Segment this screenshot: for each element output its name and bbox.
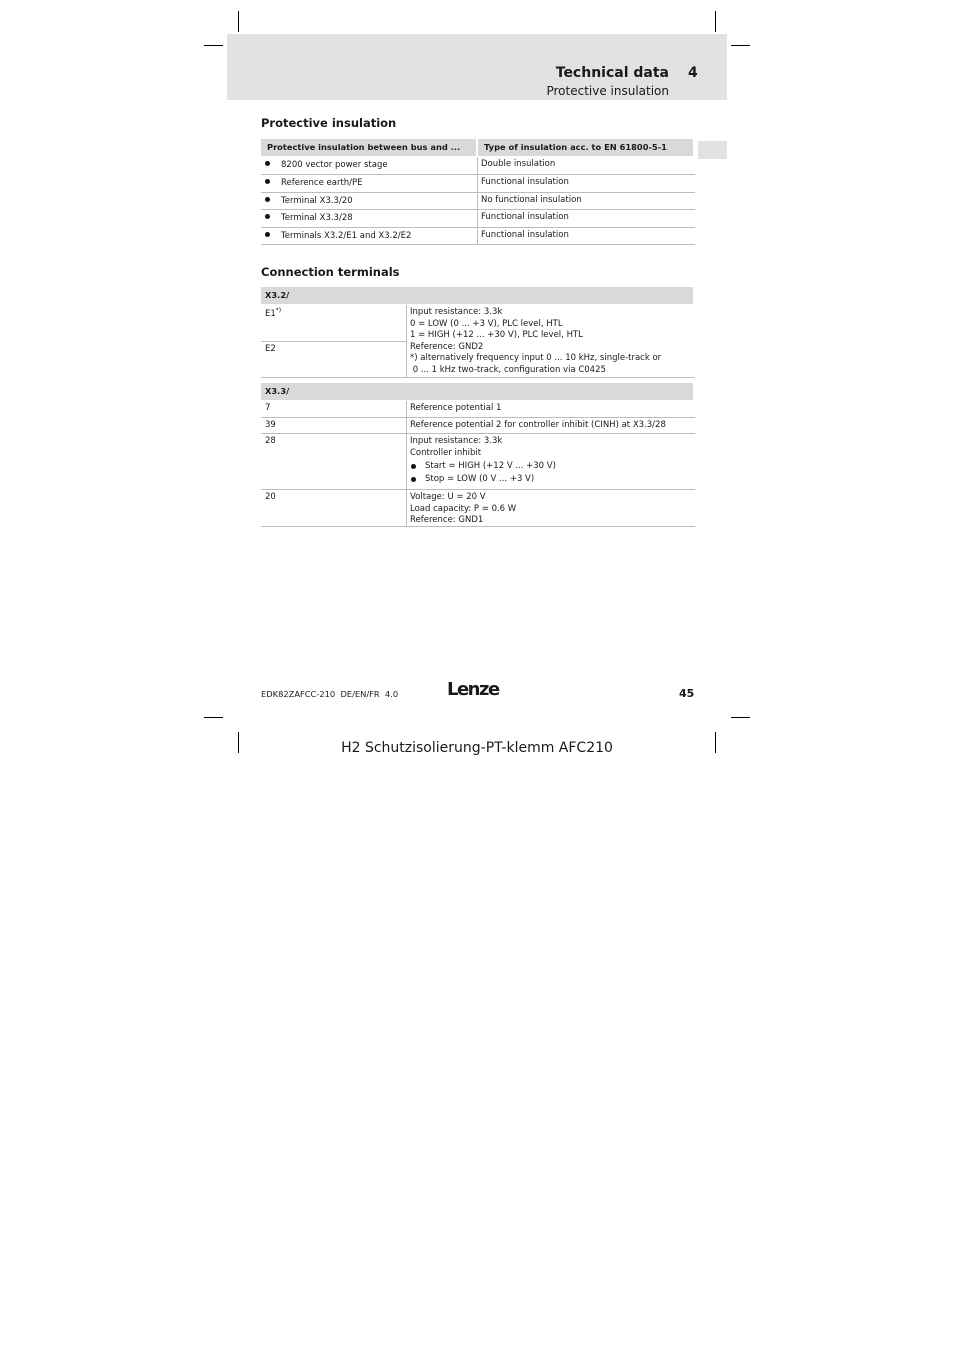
row-item: Terminals X3.2/E1 and X3.2/E2 xyxy=(281,230,412,241)
row-item: Terminal X3.3/20 xyxy=(281,195,353,206)
description-line: Controller inhibit xyxy=(410,447,482,458)
terminal-7 xyxy=(261,401,406,418)
crop-mark xyxy=(715,11,716,32)
description-line: 0 ... 1 kHz two-track, configuration via C0425 xyxy=(410,364,606,375)
row-item: Terminal X3.3/28 xyxy=(281,213,353,224)
table-row xyxy=(261,193,695,211)
bullet-icon xyxy=(265,179,270,184)
row-type: Functional insulation xyxy=(481,229,569,240)
description-line: Reference: GND2 xyxy=(410,341,484,352)
terminal-label: 39 xyxy=(265,420,276,430)
table-row xyxy=(261,157,695,175)
description-line: Reference potential 1 xyxy=(410,403,502,413)
table-header-x33: X3.3/ xyxy=(261,383,693,400)
crop-mark xyxy=(731,717,750,718)
row-item: Reference earth/PE xyxy=(281,178,363,188)
description-line: Input resistance: 3.3k xyxy=(410,307,503,317)
table-row xyxy=(261,175,695,193)
description-line: *) alternatively frequency input 0 ... 10 kHz, single-track or xyxy=(410,353,662,363)
table-header-col1: Protective insulation between bus and ... xyxy=(261,139,476,156)
bullet-line: Stop = LOW (0 V ... +3 V) xyxy=(410,474,695,486)
terminal-description xyxy=(406,490,695,527)
table-header-x32: X3.2/ xyxy=(261,287,693,304)
footnote-marker: *) xyxy=(275,307,282,314)
terminal-label: 7 xyxy=(265,403,271,413)
bullet-icon xyxy=(265,161,270,166)
terminal-description-x32 xyxy=(406,305,695,378)
bullet-icon xyxy=(265,232,270,237)
row-type: Double insulation xyxy=(481,159,556,169)
table-header-col2: Type of insulation acc. to EN 61800-5-1 xyxy=(478,139,693,156)
terminal-e2 xyxy=(261,342,406,378)
description-line: 1 = HIGH (+12 ... +30 V), PLC level, HTL xyxy=(410,330,583,340)
terminal-label: 28 xyxy=(265,436,276,446)
row-type: Functional insulation xyxy=(481,212,569,223)
row-type: Functional insulation xyxy=(481,177,569,187)
terminal-39 xyxy=(261,418,406,434)
bullet-line: Start = HIGH (+12 V ... +30 V) xyxy=(410,461,695,473)
bullet-icon xyxy=(265,214,270,219)
terminal-description xyxy=(406,434,695,490)
side-tab-marker xyxy=(698,141,727,159)
column-divider xyxy=(477,210,478,227)
page-caption: H2 Schutzisolierung-PT-klemm AFC210 xyxy=(341,740,613,756)
terminal-e1 xyxy=(261,305,406,342)
chapter-subtitle: Protective insulation xyxy=(546,84,669,98)
crop-mark xyxy=(204,45,223,46)
chapter-number: 4 xyxy=(688,65,698,81)
crop-mark xyxy=(731,45,750,46)
page-number: 45 xyxy=(679,687,695,700)
description-line: Input resistance: 3.3k xyxy=(410,436,503,446)
section-heading-connection-terminals: Connection terminals xyxy=(261,265,400,279)
description-line: Load capacity: P = 0.6 W xyxy=(410,503,517,514)
description-line: Voltage: U = 20 V xyxy=(410,492,486,502)
document-code: EDK82ZAFCC-210 DE/EN/FR 4.0 xyxy=(261,689,399,699)
table-row xyxy=(261,210,695,228)
crop-mark xyxy=(238,11,239,32)
column-divider xyxy=(477,157,478,174)
row-type: No functional insulation xyxy=(481,194,582,205)
terminal-label: E2 xyxy=(265,344,276,354)
terminal-label: E1 xyxy=(265,308,276,319)
table-row xyxy=(261,228,695,246)
chapter-title: Technical data xyxy=(555,65,669,81)
terminal-label: 20 xyxy=(265,492,276,502)
description-line: 0 = LOW (0 ... +3 V), PLC level, HTL xyxy=(410,318,563,329)
description-line: Reference: GND1 xyxy=(410,515,484,525)
section-heading-protective-insulation: Protective insulation xyxy=(261,116,397,130)
terminal-20 xyxy=(261,490,406,527)
crop-mark xyxy=(204,717,223,718)
row-item: 8200 vector power stage xyxy=(281,160,388,170)
terminal-description xyxy=(406,418,695,434)
bullet-icon xyxy=(265,197,270,202)
terminal-description xyxy=(406,401,695,418)
column-divider xyxy=(477,175,478,192)
column-divider xyxy=(477,193,478,210)
terminal-28 xyxy=(261,434,406,490)
column-divider xyxy=(477,228,478,245)
lenze-logo: Lenze xyxy=(447,679,499,700)
description-line: Reference potential 2 for controller inhibit (CINH) at X3.3/28 xyxy=(410,420,666,430)
